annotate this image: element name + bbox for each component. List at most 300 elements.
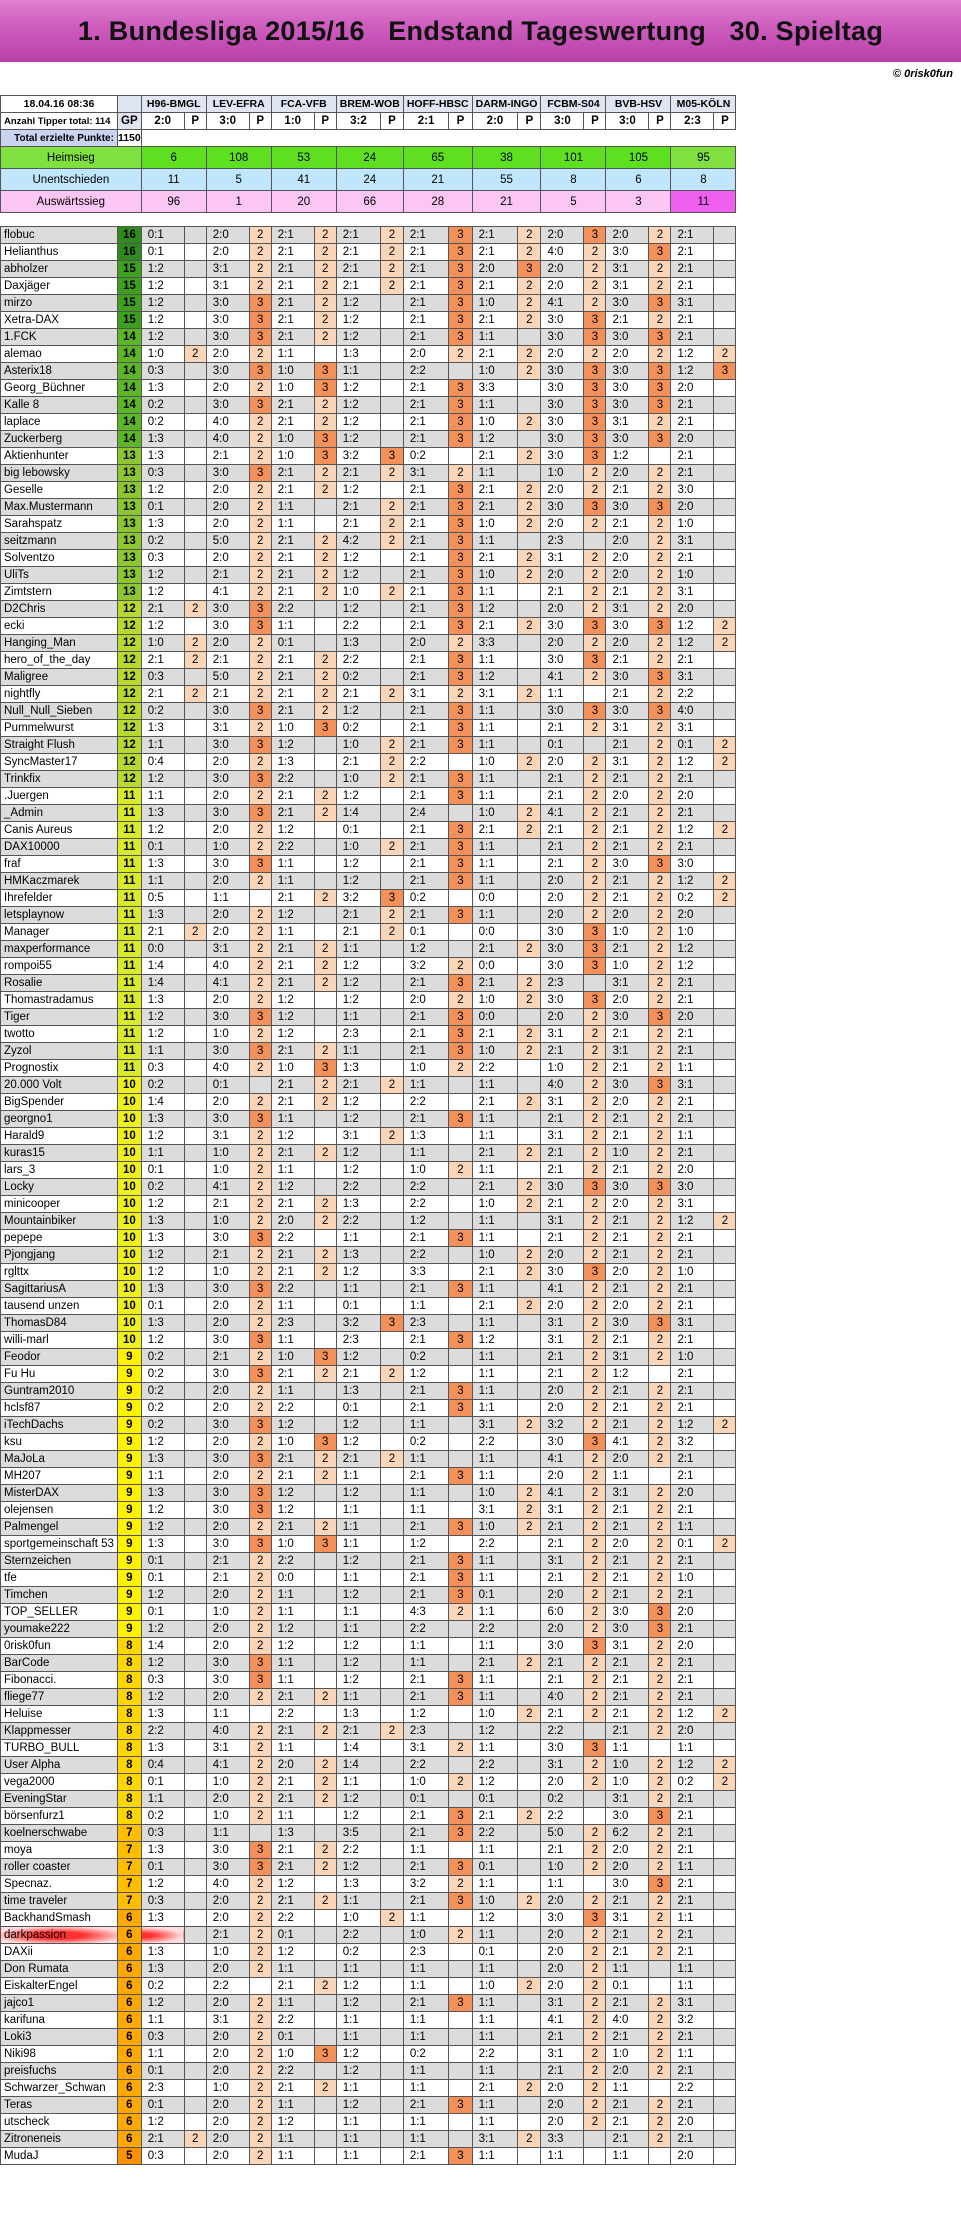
summary-value: 8	[541, 169, 606, 191]
player-points	[184, 1196, 206, 1213]
player-points	[518, 533, 541, 550]
player-points	[518, 1825, 541, 1842]
player-points	[184, 1944, 206, 1961]
player-points: 2	[649, 1638, 671, 1655]
player-points	[314, 346, 336, 363]
player-points	[381, 1859, 404, 1876]
player-tip: 3:0	[541, 618, 584, 635]
player-tip: 0:1	[403, 1791, 449, 1808]
summary-value: 24	[336, 147, 403, 169]
player-points	[714, 1196, 736, 1213]
player-tip: 2:1	[671, 771, 714, 788]
player-points: 2	[249, 1213, 271, 1230]
player-gp: 11	[117, 822, 141, 839]
player-tip: 2:0	[541, 1893, 584, 1910]
player-tip: 2:1	[206, 567, 249, 584]
player-tip: 1:2	[271, 1621, 314, 1638]
player-tip: 2:1	[271, 1196, 314, 1213]
player-points: 2	[249, 1026, 271, 1043]
player-tip: 1:2	[336, 1791, 380, 1808]
player-points	[314, 2012, 336, 2029]
player-points: 2	[584, 1451, 606, 1468]
table-row	[1, 1536, 736, 1553]
player-tip: 1:2	[671, 1706, 714, 1723]
player-tip: 1:1	[336, 1281, 380, 1298]
player-tip: 2:1	[671, 2029, 714, 2046]
player-points	[381, 1672, 404, 1689]
player-points: 2	[714, 890, 736, 907]
player-points: 2	[314, 465, 336, 482]
player-points: 2	[649, 652, 671, 669]
player-tip: 2:1	[271, 1723, 314, 1740]
player-points: 3	[449, 278, 472, 295]
player-gp: 13	[117, 516, 141, 533]
player-tip: 1:1	[336, 1570, 380, 1587]
player-points	[184, 1910, 206, 1927]
player-points: 2	[584, 1672, 606, 1689]
player-points	[518, 1468, 541, 1485]
player-tip: 3:2	[541, 1417, 584, 1434]
player-tip: 3:0	[541, 312, 584, 329]
player-tip: 1:1	[403, 1655, 449, 1672]
player-tip: 0:4	[141, 1757, 184, 1774]
table-row	[1, 1893, 736, 1910]
player-points: 2	[584, 1893, 606, 1910]
player-tip: 1:1	[271, 346, 314, 363]
player-tip: 2:2	[472, 2046, 518, 2063]
player-points	[714, 1230, 736, 1247]
table-row	[1, 550, 736, 567]
player-tip: 2:1	[403, 329, 449, 346]
player-points: 2	[249, 1179, 271, 1196]
player-points: 2	[249, 2097, 271, 2114]
player-tip: 0:2	[403, 2046, 449, 2063]
player-points	[449, 1128, 472, 1145]
player-tip: 1:1	[336, 1043, 380, 1060]
player-gp: 10	[117, 1162, 141, 1179]
player-points	[184, 822, 206, 839]
player-points	[714, 720, 736, 737]
player-tip: 2:1	[472, 227, 518, 244]
player-tip: 2:0	[541, 346, 584, 363]
player-tip: 1:0	[606, 924, 649, 941]
player-gp: 9	[117, 1349, 141, 1366]
player-points	[584, 1723, 606, 1740]
player-points	[314, 1315, 336, 1332]
player-points	[314, 1740, 336, 1757]
player-points	[314, 1179, 336, 1196]
player-tip: 2:1	[671, 652, 714, 669]
player-points: 3	[314, 380, 336, 397]
player-tip: 2:0	[206, 1519, 249, 1536]
player-points: 2	[314, 482, 336, 499]
player-points	[714, 1570, 736, 1587]
table-row	[1, 244, 736, 261]
player-points: 2	[249, 278, 271, 295]
player-tip: 3:0	[206, 1043, 249, 1060]
player-tip: 3:1	[472, 1502, 518, 1519]
player-tip: 0:1	[671, 737, 714, 754]
player-tip: 2:2	[271, 1706, 314, 1723]
player-tip: 2:1	[541, 720, 584, 737]
player-tip: 2:1	[403, 1893, 449, 1910]
player-points: 2	[381, 278, 404, 295]
player-points	[184, 1825, 206, 1842]
player-tip: 1:1	[472, 2114, 518, 2131]
spacer-cell	[141, 130, 184, 147]
player-tip: 2:1	[403, 1009, 449, 1026]
player-name: Ihrefelder	[1, 890, 118, 907]
player-points: 3	[314, 1060, 336, 1077]
player-points: 3	[314, 448, 336, 465]
player-points: 3	[449, 669, 472, 686]
player-points	[714, 669, 736, 686]
player-tip: 1:3	[141, 1706, 184, 1723]
player-points	[184, 890, 206, 907]
player-gp: 9	[117, 1400, 141, 1417]
player-points: 2	[584, 278, 606, 295]
table-row	[1, 1859, 736, 1876]
player-tip: 2:1	[606, 1570, 649, 1587]
player-points	[714, 1043, 736, 1060]
player-tip: 0:2	[141, 1808, 184, 1825]
table-row	[1, 1230, 736, 1247]
player-points: 3	[449, 312, 472, 329]
player-tip: 1:1	[472, 329, 518, 346]
player-gp: 13	[117, 482, 141, 499]
player-points	[449, 1978, 472, 1995]
player-tip: 1:2	[271, 1026, 314, 1043]
player-points: 2	[249, 635, 271, 652]
player-points: 3	[449, 1995, 472, 2012]
player-points	[314, 1587, 336, 1604]
player-points	[518, 1009, 541, 1026]
player-gp: 12	[117, 669, 141, 686]
player-name: Max.Mustermann	[1, 499, 118, 516]
player-tip: 2:1	[671, 312, 714, 329]
player-tip: 1:1	[336, 2080, 380, 2097]
player-points	[714, 533, 736, 550]
player-points	[184, 448, 206, 465]
table-row	[1, 1247, 736, 1264]
player-points: 3	[314, 720, 336, 737]
player-points	[714, 686, 736, 703]
player-points: 2	[714, 635, 736, 652]
player-points	[518, 1230, 541, 1247]
player-points: 3	[649, 363, 671, 380]
player-points	[714, 958, 736, 975]
player-tip: 1:1	[472, 1349, 518, 1366]
player-points: 2	[649, 533, 671, 550]
player-tip: 2:1	[606, 1944, 649, 1961]
player-name: Trinkfix	[1, 771, 118, 788]
spacer-cell	[381, 213, 404, 227]
player-tip: 1:3	[141, 720, 184, 737]
player-points	[518, 329, 541, 346]
player-tip: 1:2	[671, 873, 714, 890]
player-points	[518, 958, 541, 975]
match-result: 2:0	[141, 113, 184, 130]
player-points: 2	[314, 414, 336, 431]
player-points	[714, 567, 736, 584]
player-points: 3	[449, 516, 472, 533]
player-tip: 1:2	[271, 737, 314, 754]
player-points: 2	[584, 1485, 606, 1502]
player-points	[714, 1672, 736, 1689]
player-tip: 2:2	[336, 1842, 380, 1859]
player-tip: 1:2	[141, 278, 184, 295]
player-tip: 1:2	[671, 635, 714, 652]
player-tip: 2:0	[206, 1910, 249, 1927]
player-points: 2	[381, 465, 404, 482]
player-points: 2	[649, 1332, 671, 1349]
table-row	[1, 2063, 736, 2080]
player-points	[184, 1774, 206, 1791]
player-tip: 1:1	[472, 907, 518, 924]
player-tip: 1:1	[206, 1706, 249, 1723]
player-points	[184, 1604, 206, 1621]
player-tip: 2:1	[141, 601, 184, 618]
player-gp: 11	[117, 992, 141, 1009]
player-points: 2	[584, 1621, 606, 1638]
player-tip: 0:2	[141, 397, 184, 414]
player-tip: 1:1	[336, 1689, 380, 1706]
player-tip: 3:1	[403, 686, 449, 703]
tipper-count: Anzahl Tipper total: 114	[1, 113, 118, 130]
player-points	[184, 244, 206, 261]
player-tip: 1:0	[206, 1213, 249, 1230]
player-points: 2	[584, 1230, 606, 1247]
player-points: 2	[584, 1859, 606, 1876]
player-gp: 6	[117, 1944, 141, 1961]
player-name: hero_of_the_day	[1, 652, 118, 669]
player-tip: 2:1	[271, 295, 314, 312]
player-tip: 0:2	[336, 720, 380, 737]
player-points: 3	[649, 618, 671, 635]
player-points: 2	[649, 1400, 671, 1417]
player-tip: 1:0	[472, 1978, 518, 1995]
player-tip: 2:0	[671, 1638, 714, 1655]
player-name: ksu	[1, 1434, 118, 1451]
player-tip: 1:0	[271, 1349, 314, 1366]
player-tip: 1:1	[472, 584, 518, 601]
player-name: Specnaz.	[1, 1876, 118, 1893]
player-tip: 3:0	[606, 703, 649, 720]
summary-value: 101	[541, 147, 606, 169]
player-gp: 6	[117, 2046, 141, 2063]
player-points: 3	[584, 1740, 606, 1757]
player-tip: 0:1	[541, 737, 584, 754]
player-tip: 2:1	[403, 1825, 449, 1842]
player-points	[518, 1332, 541, 1349]
player-points	[381, 1655, 404, 1672]
player-points: 2	[518, 1655, 541, 1672]
player-points: 2	[249, 1060, 271, 1077]
player-points	[518, 1060, 541, 1077]
player-points: 3	[649, 244, 671, 261]
player-gp: 10	[117, 1179, 141, 1196]
spacer-cell	[671, 130, 714, 147]
spacer-cell	[714, 213, 736, 227]
player-points: 2	[381, 754, 404, 771]
player-points: 2	[714, 1213, 736, 1230]
player-name: User Alpha	[1, 1757, 118, 1774]
player-tip: 1:2	[336, 1434, 380, 1451]
player-points: 2	[184, 2131, 206, 2148]
player-name: utscheck	[1, 2114, 118, 2131]
player-tip: 1:2	[141, 1689, 184, 1706]
player-tip: 4:0	[206, 1060, 249, 1077]
player-tip: 2:3	[403, 1315, 449, 1332]
player-points	[714, 329, 736, 346]
player-tip: 1:2	[336, 1417, 380, 1434]
player-tip: 2:1	[336, 924, 380, 941]
player-tip: 1:2	[336, 958, 380, 975]
player-points	[184, 1468, 206, 1485]
player-name: Niki98	[1, 2046, 118, 2063]
player-gp: 13	[117, 533, 141, 550]
player-points: 3	[584, 958, 606, 975]
player-points	[184, 1094, 206, 1111]
player-tip: 3:0	[206, 1111, 249, 1128]
player-tip: 1:2	[336, 1672, 380, 1689]
player-tip: 0:3	[141, 550, 184, 567]
player-tip: 0:1	[271, 635, 314, 652]
player-tip: 0:1	[141, 1570, 184, 1587]
player-tip: 2:2	[671, 2080, 714, 2097]
player-tip: 2:1	[403, 737, 449, 754]
table-row	[1, 1162, 736, 1179]
player-points	[184, 1655, 206, 1672]
player-points: 2	[649, 975, 671, 992]
player-points	[381, 992, 404, 1009]
player-tip: 1:2	[141, 1655, 184, 1672]
player-points	[249, 1706, 271, 1723]
player-tip: 3:2	[403, 1876, 449, 1893]
player-tip: 1:1	[336, 1621, 380, 1638]
player-tip: 1:1	[403, 1145, 449, 1162]
player-points: 3	[381, 448, 404, 465]
player-tip: 0:1	[141, 1859, 184, 1876]
table-row	[1, 363, 736, 380]
player-tip: 2:1	[403, 856, 449, 873]
player-points	[714, 2012, 736, 2029]
player-points: 2	[584, 1842, 606, 1859]
player-tip: 1:2	[271, 1128, 314, 1145]
player-tip: 2:0	[541, 907, 584, 924]
player-tip: 2:0	[206, 992, 249, 1009]
player-tip: 2:1	[606, 839, 649, 856]
spacer-cell	[472, 130, 518, 147]
player-gp: 8	[117, 1723, 141, 1740]
player-gp: 14	[117, 329, 141, 346]
player-points	[518, 856, 541, 873]
player-tip: 2:0	[541, 1247, 584, 1264]
player-points: 3	[584, 414, 606, 431]
player-tip: 2:1	[271, 1451, 314, 1468]
player-tip: 2:1	[671, 1587, 714, 1604]
player-tip: 3:0	[206, 1230, 249, 1247]
player-points: 2	[449, 465, 472, 482]
player-tip: 1:3	[141, 1536, 184, 1553]
player-points	[184, 1519, 206, 1536]
player-tip: 1:1	[403, 1485, 449, 1502]
player-points	[518, 2148, 541, 2165]
player-tip: 2:0	[606, 1094, 649, 1111]
player-points	[381, 1281, 404, 1298]
player-tip: 1:1	[336, 1604, 380, 1621]
player-tip: 3:0	[541, 652, 584, 669]
player-points: 2	[314, 1264, 336, 1281]
table-row	[1, 1383, 736, 1400]
player-points	[714, 2131, 736, 2148]
player-points: 3	[449, 329, 472, 346]
table-row	[1, 2131, 736, 2148]
player-tip: 2:0	[541, 227, 584, 244]
player-tip: 2:0	[206, 380, 249, 397]
player-tip: 1:1	[472, 839, 518, 856]
table-row	[1, 2012, 736, 2029]
player-name: Helianthus	[1, 244, 118, 261]
player-points: 2	[249, 1162, 271, 1179]
player-points	[314, 1961, 336, 1978]
table-row	[1, 1400, 736, 1417]
table-row	[1, 1791, 736, 1808]
player-tip: 2:1	[271, 1519, 314, 1536]
player-gp: 6	[117, 1978, 141, 1995]
player-points: 2	[649, 1689, 671, 1706]
player-name: mirzo	[1, 295, 118, 312]
player-points	[184, 2097, 206, 2114]
player-tip: 2:1	[671, 1400, 714, 1417]
player-points: 2	[314, 1978, 336, 1995]
player-points	[184, 261, 206, 278]
player-tip: 2:1	[403, 2148, 449, 2165]
player-tip: 3:0	[206, 618, 249, 635]
player-points	[449, 1485, 472, 1502]
player-points	[184, 1621, 206, 1638]
player-tip: 3:1	[541, 550, 584, 567]
player-tip: 1:1	[271, 516, 314, 533]
player-points: 3	[249, 1451, 271, 1468]
player-tip: 1:2	[606, 448, 649, 465]
player-tip: 1:2	[141, 1128, 184, 1145]
player-gp: 8	[117, 1638, 141, 1655]
player-tip: 4:0	[206, 414, 249, 431]
player-points: 3	[649, 1179, 671, 1196]
player-tip: 2:1	[472, 1094, 518, 1111]
player-points	[314, 1111, 336, 1128]
player-tip: 1:0	[403, 1927, 449, 1944]
player-tip: 1:1	[472, 1451, 518, 1468]
player-points: 2	[649, 1910, 671, 1927]
table-row	[1, 1060, 736, 1077]
player-points: 2	[314, 397, 336, 414]
player-points: 2	[584, 1655, 606, 1672]
player-points: 2	[714, 873, 736, 890]
player-points	[518, 380, 541, 397]
player-tip: 2:1	[671, 1927, 714, 1944]
player-points	[314, 822, 336, 839]
player-points: 2	[314, 278, 336, 295]
player-points: 3	[249, 1230, 271, 1247]
player-points: 2	[249, 873, 271, 890]
player-gp: 11	[117, 1043, 141, 1060]
player-tip: 1:2	[336, 397, 380, 414]
player-name: TURBO_BULL	[1, 1740, 118, 1757]
player-tip: 2:0	[206, 1893, 249, 1910]
player-points	[518, 924, 541, 941]
